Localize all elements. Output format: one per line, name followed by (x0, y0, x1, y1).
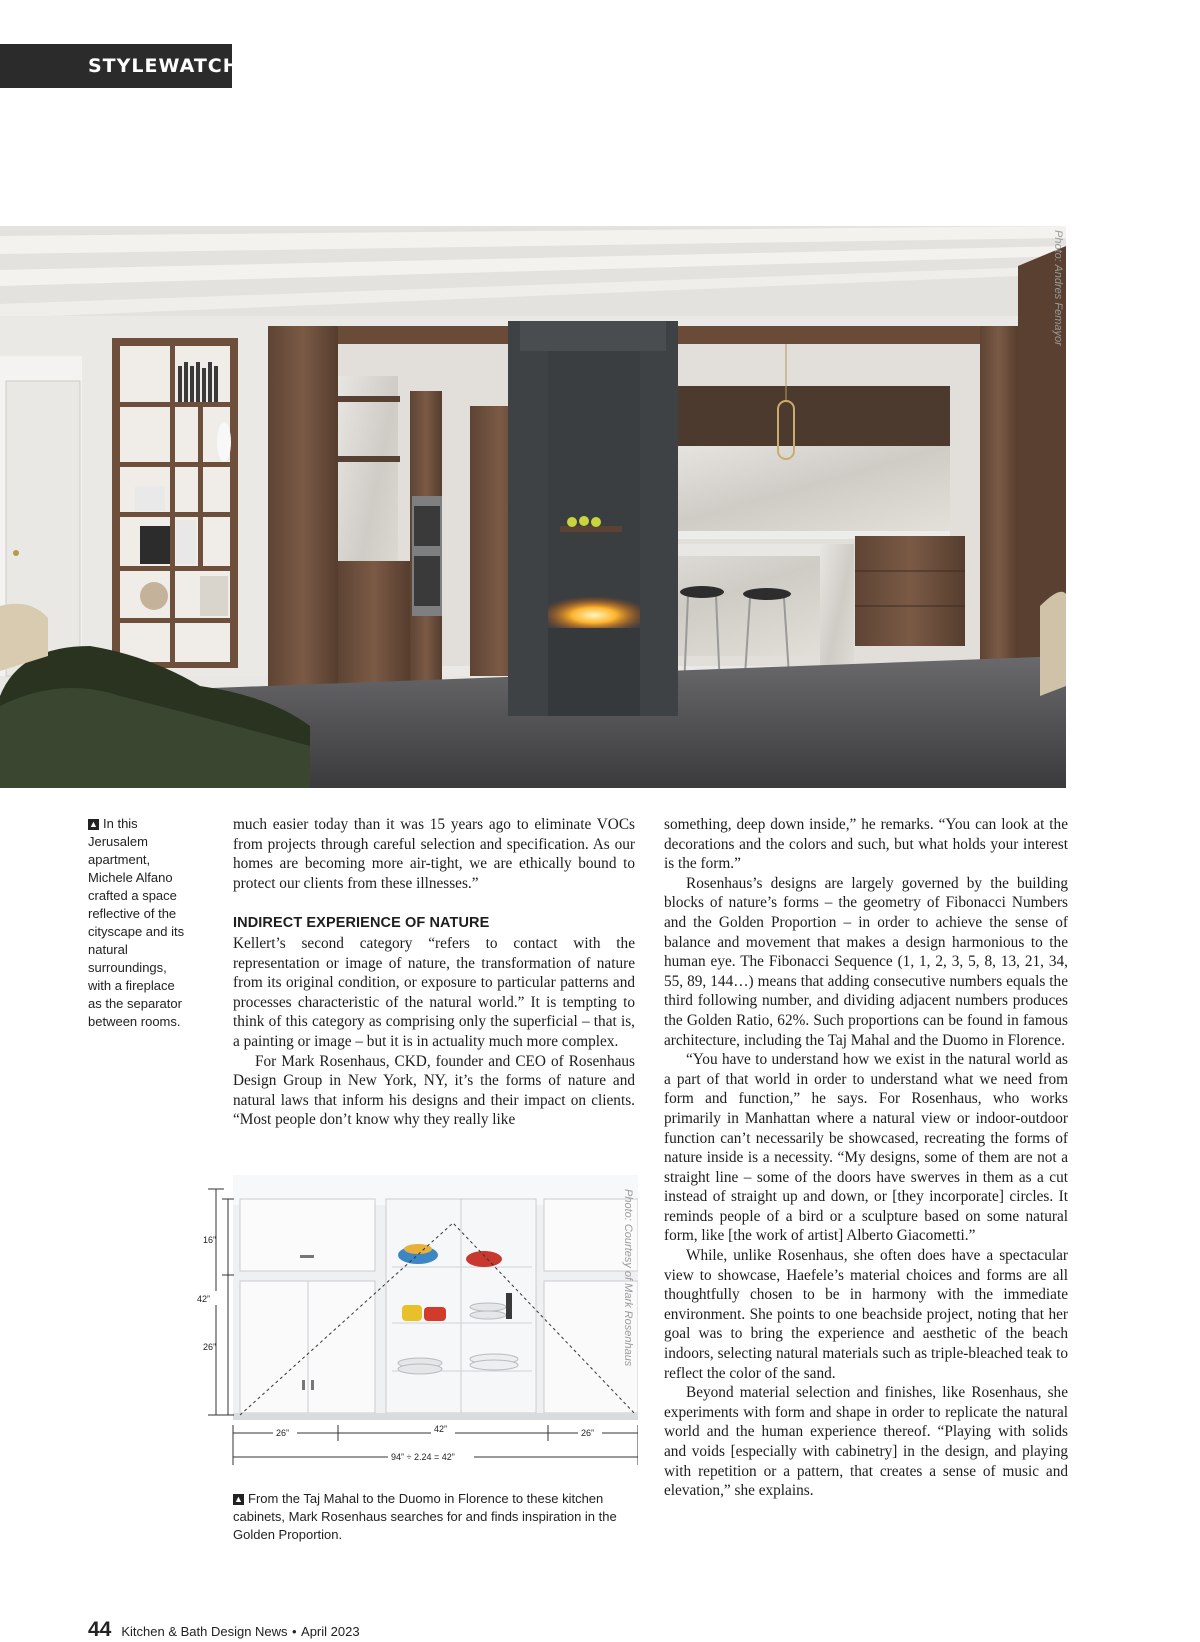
cabinet-figure (188, 1175, 638, 1480)
issue-date: April 2023 (301, 1624, 360, 1639)
section-heading: INDIRECT EXPERIENCE OF NATURE (233, 915, 490, 932)
dim-lower: 26” (203, 1342, 217, 1352)
cabinet-caption-text: From the Taj Mahal to the Duomo in Florence to these kitchen cabinets, Mark Rosenhaus searches for and finds inspiration in the Golden Proportion. (233, 1491, 617, 1542)
paragraph: For Mark Rosenhaus, CKD, founder and CEO of Rosenhaus Design Group in New York, NY, it’s the forms of nature and natural laws that inform his designs and their impact on clients. “Most people don’t know why they really like (233, 1052, 635, 1129)
cabinet-photo-credit: Photo: Courtesy of Mark Rosenhaus (622, 1189, 634, 1367)
paragraph: “You have to understand how we exist in the natural world as a part of that world in order to understand what we need from form and function,” he says. For Rosenhaus, who works primarily in Manhattan where a natural view or indoor-outdoor function can’t necessarily be showcased, recreating the forms of nature inside is a necessity. “My designs, some of them are not a straight line – some of the doors have swerves in them as a cut instead of straight up and down, or [they incorporate] circles. It reminds people of a bird or a sculpture based on some natural form, like [the work of artist] Alberto Giacometti.” (664, 1051, 1068, 1245)
page-number: 44 (88, 1618, 112, 1641)
hero-caption-text: In this Jerusalem apartment, Michele Alfano crafted a space reflective of the cityscape and its natural surroundings, with a fireplace as the separator between rooms. (88, 816, 185, 1029)
paragraph: Rosenhaus’s designs are largely governed by the building blocks of nature’s forms – the geometry of Fibonacci Numbers and the Golden Proportion – in order to achieve the sense of balance and movement that makes a design harmonious to the human eye. The Fibonacci Sequence (1, 1, 2, 3, 5, 8, 13, 21, 34, 55, 89, 144…) means that adding consecutive numbers equals the third following number, and dividing adjacent numbers produces the Golden Ratio, 62%. Such proportions can be found in famous architecture, including the Taj Mahal and the Duomo in Florence. (664, 874, 1068, 1049)
paragraph: Kellert’s second category “refers to contact with the representation or image of nature, the transformation of nature from its original condition, or exposure to particular patterns and processes characteristic of the natural world.” It is tempting to think of this category as comprising only the superficial – that is, a painting or image – but it is in actuality much more complex. (233, 934, 635, 1050)
footer-separator: • (292, 1624, 297, 1639)
dim-center: 42” (434, 1424, 448, 1434)
dim-formula: 94” ÷ 2.24 = 42” (391, 1452, 455, 1462)
cabinet-caption (233, 1490, 633, 1544)
paragraph: Beyond material selection and finishes, like Rosenhaus, she experiments with form and shape in order to replicate the natural world and the human experience thereof. “Playing with solids and voids [especially with cabinetry] in the design, and playing with repetition or a pattern, that creates a sense of music and elevation,” she explains. (664, 1384, 1068, 1500)
paragraph: something, deep down inside,” he remarks. “You can look at the decorations and the colors and such, but what holds your interest is the form.” (664, 816, 1068, 873)
page-footer (88, 1618, 360, 1642)
arrow-up-icon: ▲ (234, 1494, 243, 1504)
paragraph: While, unlike Rosenhaus, she often does have a spectacular view to showcase, Haefele’s material choices and forms are all thoughtfully chosen to be in harmony with the immediate environment. She points to one beachside project, noting that her goal was to bring the experience and aesthetic of the beach indoors, selecting natural materials such as triple-bleached teak to reflect the color of the sand. (664, 1247, 1068, 1382)
arrow-up-icon: ▲ (89, 819, 98, 829)
hero-caption (88, 815, 192, 1031)
publication-name: Kitchen & Bath Design News (121, 1624, 288, 1639)
section-tab: STYLEWATCH (0, 44, 232, 88)
paragraph: much easier today than it was 15 years ago to eliminate VOCs from projects through careful selection and specification. As our homes are becoming more air-tight, we are ethically bound to protect our clients from these illnesses.” (233, 816, 635, 892)
article-column-right (664, 815, 1068, 1501)
hero-photo (0, 226, 1066, 788)
dim-right: 26” (581, 1428, 595, 1438)
dim-upper: 16” (203, 1235, 217, 1245)
dim-total-height: 42” (197, 1294, 211, 1304)
dim-left: 26” (276, 1428, 290, 1438)
article-column-middle (233, 815, 635, 1130)
hero-photo-credit: Photo: Andres Femayor (1052, 230, 1064, 346)
